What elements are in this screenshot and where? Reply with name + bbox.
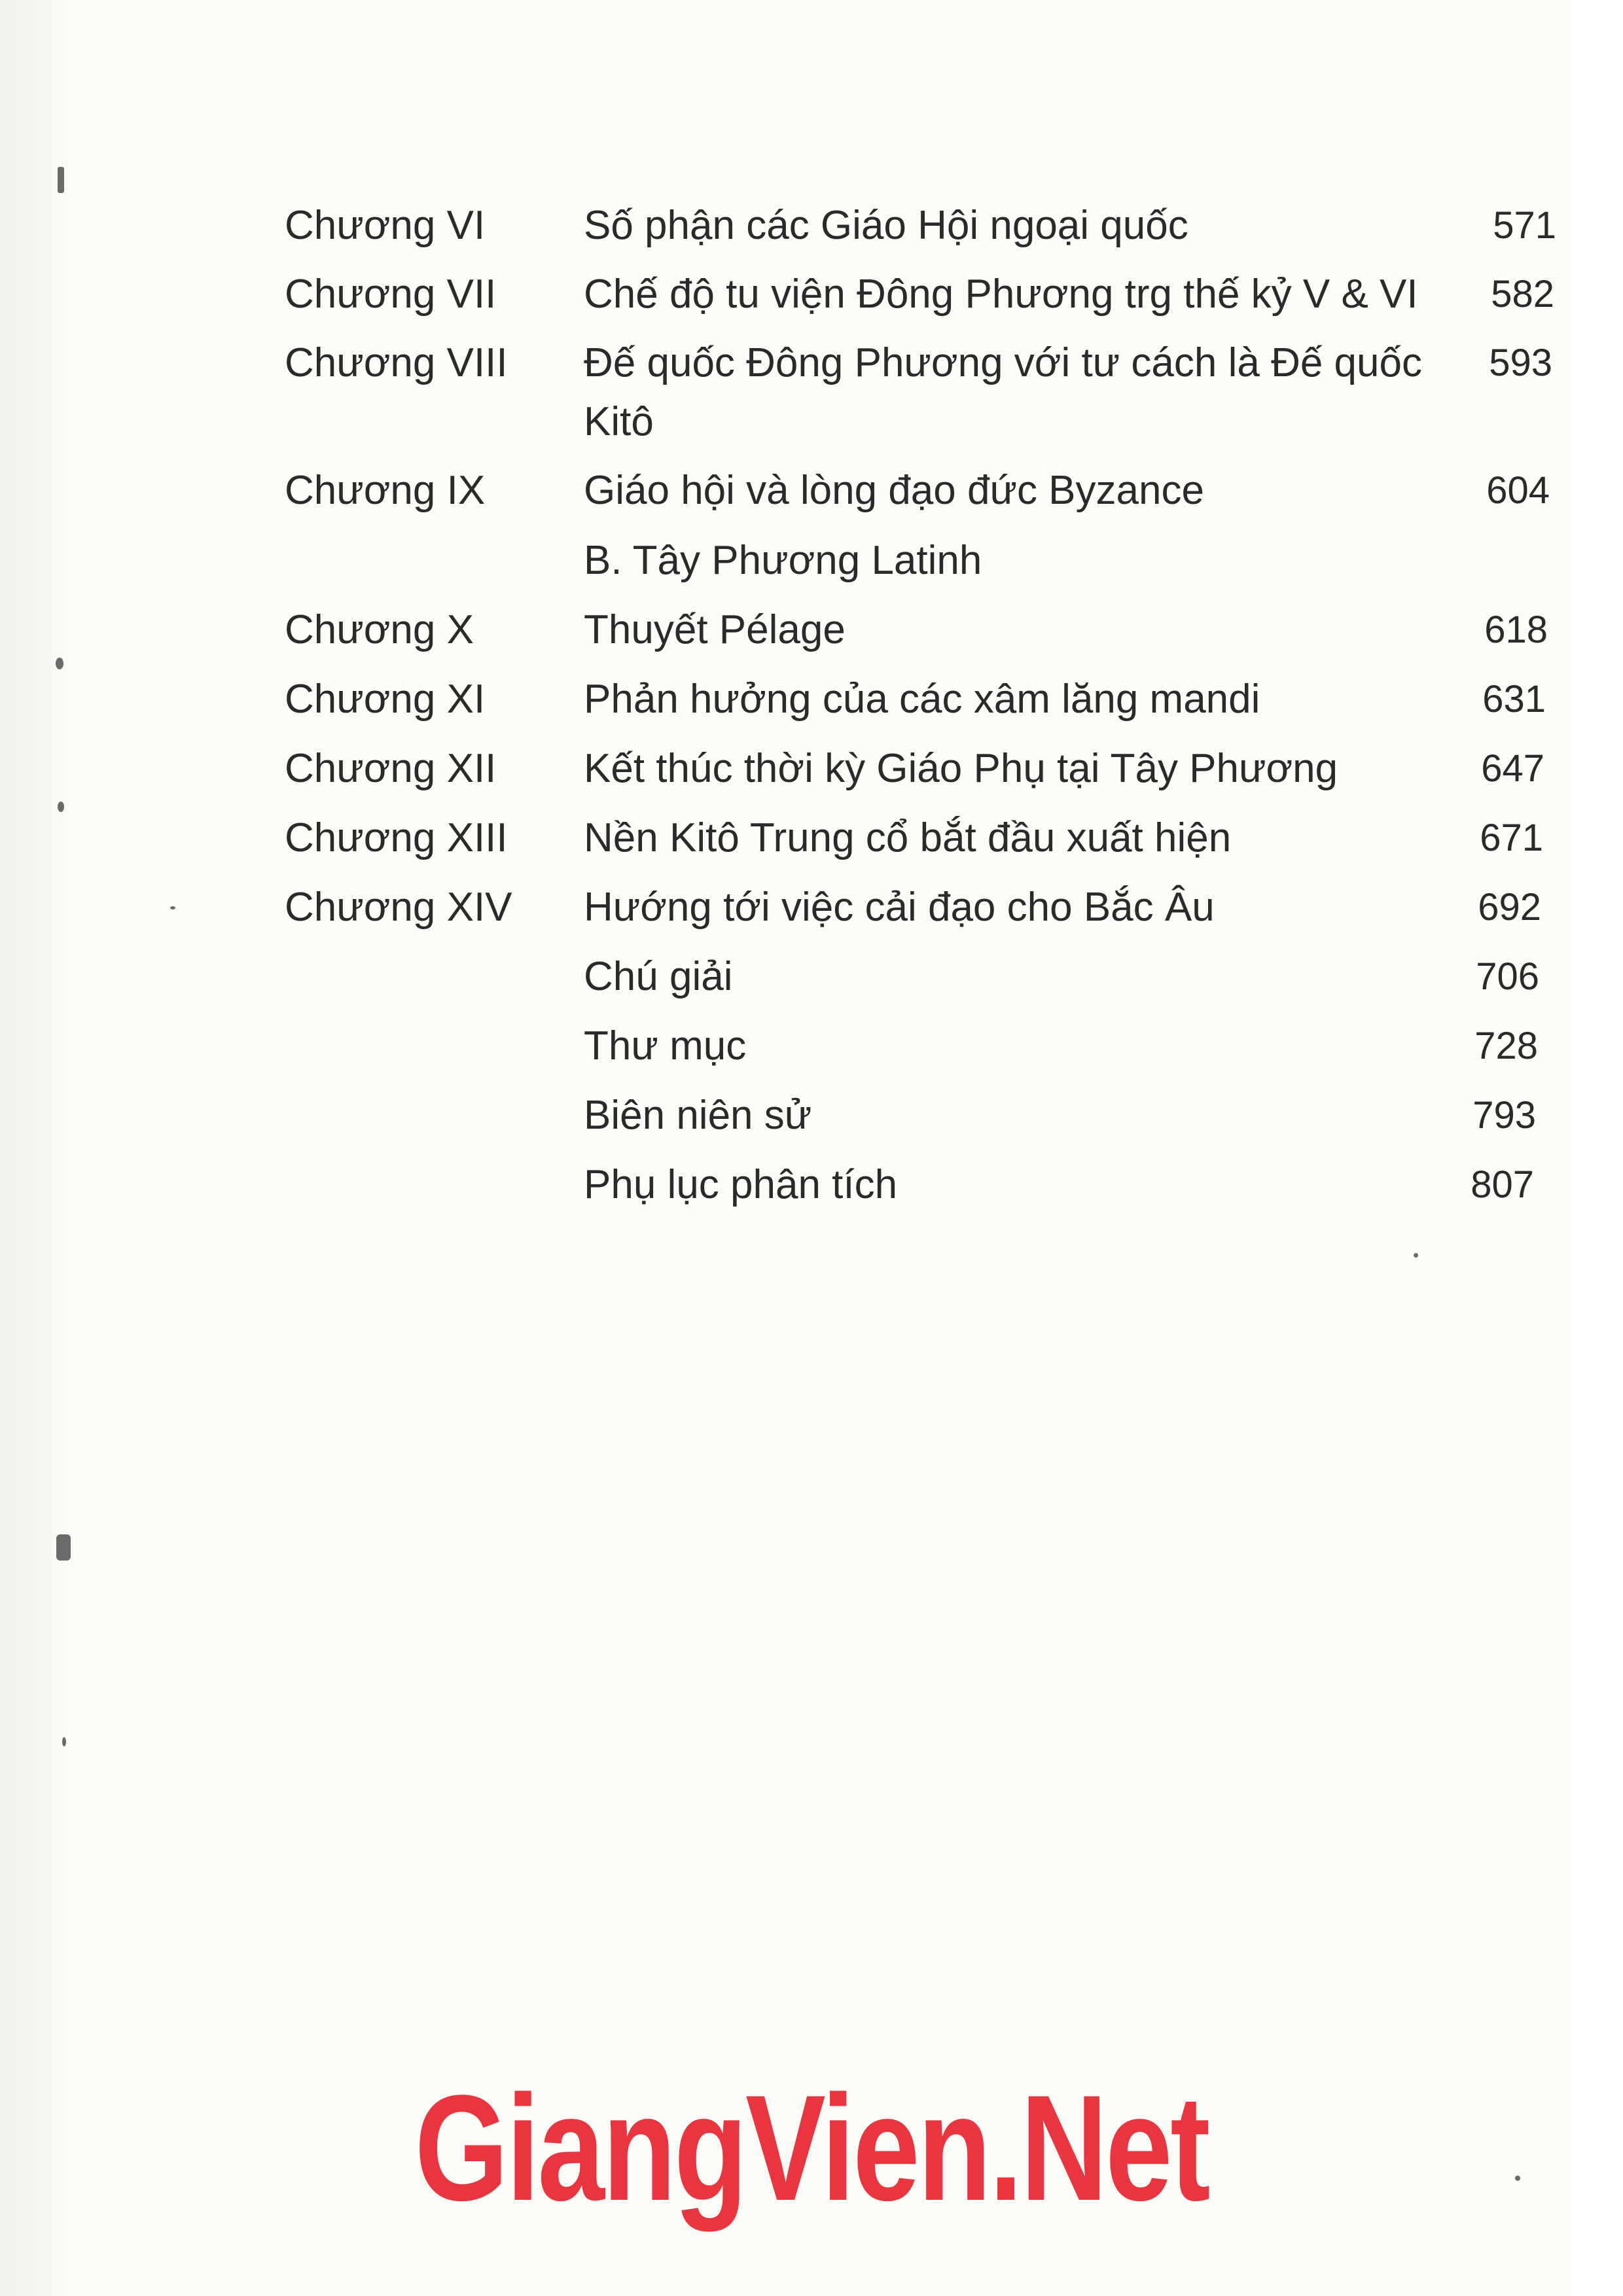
page-number: 647 [1481,747,1544,790]
toc-row [0,947,1623,1013]
scan-speck [56,1534,71,1561]
chapter-title: Đế quốc Đông Phương với tư cách là Đế quốc Kitô [584,340,1422,444]
chapter-label: Chương X [285,607,474,652]
chapter-title: Thuyết Pélage [584,607,846,652]
chapter-title: Phụ lục phân tích [584,1162,898,1207]
toc-row [0,1086,1623,1152]
page-number: 631 [1482,678,1546,720]
chapter-label: Chương VII [285,272,497,317]
chapter-title: Nền Kitô Trung cổ bắt đầu xuất hiện [584,815,1232,860]
scan-speck [62,1737,66,1746]
chapter-label: Chương VIII [285,340,508,385]
toc-row [0,461,1623,527]
section-heading: B. Tây Phương Latinh [584,538,982,583]
toc-row [0,531,1623,597]
watermark-text: GiangVien.Net [414,2064,1209,2232]
page-number: 604 [1486,469,1550,512]
chapter-title: Thư mục [584,1023,747,1069]
toc-row [0,1017,1623,1082]
page-number: 571 [1493,204,1556,247]
chapter-title: Kết thúc thời kỳ Giáo Phụ tại Tây Phương [584,746,1338,791]
page-number: 593 [1489,342,1552,384]
toc-row [0,878,1623,944]
chapter-title: Chế độ tu viện Đông Phương trg thế kỷ V & VI [584,272,1418,317]
chapter-title: Số phận các Giáo Hội ngoại quốc [584,203,1188,248]
chapter-title: Giáo hội và lòng đạo đức Byzance [584,468,1204,513]
page-number: 793 [1472,1094,1536,1137]
chapter-title: Chú giải [584,954,733,999]
toc-row [0,809,1623,874]
page-number: 671 [1480,817,1543,859]
toc-row [0,670,1623,735]
scan-speck [1515,2176,1520,2181]
page-number: 618 [1484,609,1548,651]
chapter-label: Chương XI [285,677,486,722]
toc-row [0,265,1623,330]
chapter-label: Chương IX [285,468,486,513]
chapter-title: Biên niên sử [584,1093,812,1138]
chapter-label: Chương XIV [285,885,512,930]
toc-row [0,334,1623,444]
toc-row [0,1156,1623,1221]
page-number: 728 [1474,1025,1538,1067]
page-number: 582 [1491,273,1554,315]
chapter-title: Phản hưởng của các xâm lăng mandi [584,677,1260,722]
page-number: 692 [1478,886,1541,928]
toc-row [0,739,1623,805]
toc-row [0,196,1623,262]
page-number: 807 [1471,1163,1534,1206]
chapter-label: Chương XII [285,746,497,791]
chapter-label: Chương XIII [285,815,508,860]
chapter-title: Hướng tới việc cải đạo cho Bắc Âu [584,885,1215,930]
toc-row [0,601,1623,666]
chapter-label: Chương VI [285,203,486,248]
page-number: 706 [1476,955,1539,998]
